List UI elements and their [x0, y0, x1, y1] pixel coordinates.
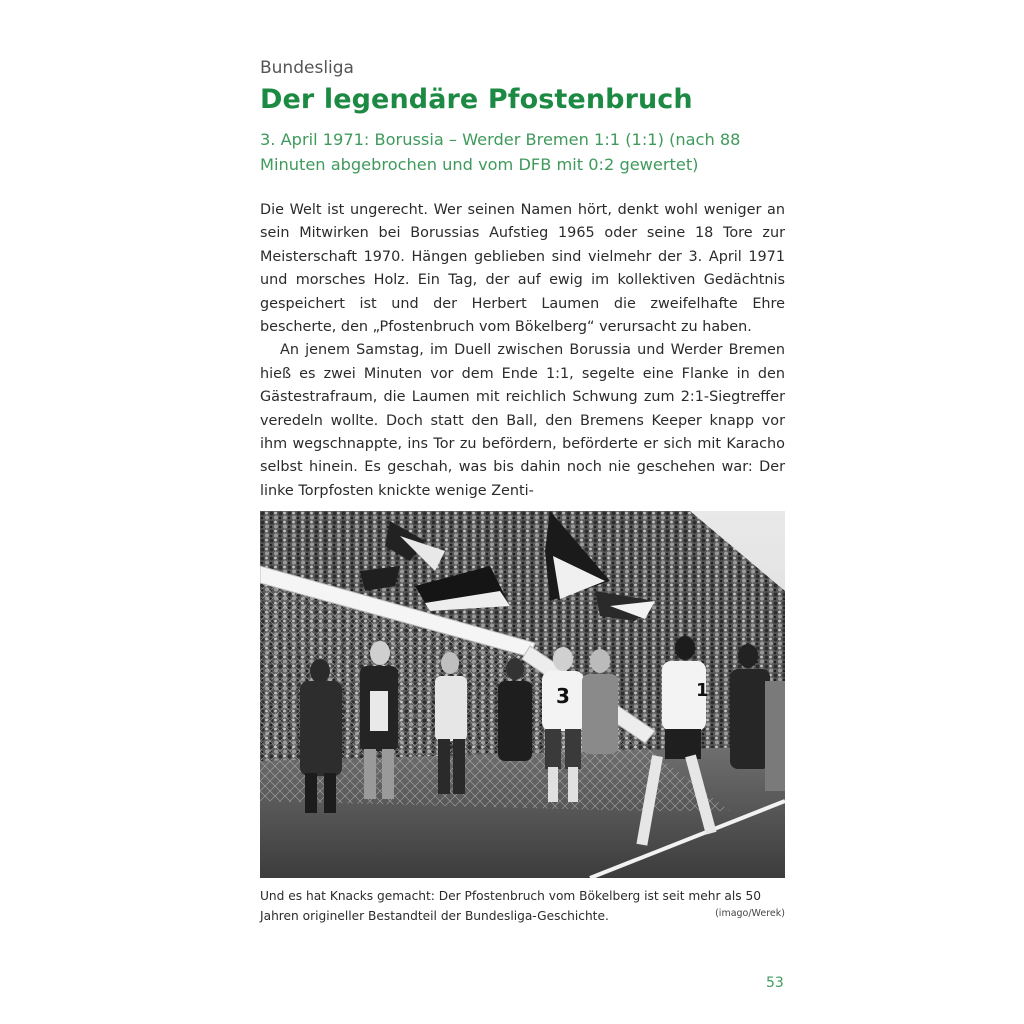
page-title: Der legendäre Pfostenbruch	[260, 84, 693, 115]
match-subtitle: 3. April 1971: Borussia – Werder Bremen 1:1 (1:1) (nach 88 Minuten abgebrochen und vom DFB mit 0:2 gewertet)	[260, 130, 741, 174]
page-number: 53	[766, 975, 784, 991]
photo-caption	[260, 886, 785, 926]
article-body	[260, 199, 785, 503]
paragraph-1: Die Welt ist ungerecht. Wer seinen Namen hört, denkt wohl weniger an sein Mitwirken bei Borussias Aufstieg 1965 oder seine 18 Tore zur Meisterschaft 1970. Hängen geblieben sind vielmehr der 3. April 1971 und morsches Holz. Ein Tag, der auf ewig im kollektiven Gedächtnis gespeichert ist und der Herbert Laumen die zweifelhafte Ehre bescherte, den „Pfostenbruch vom Bökelberg“ verursacht zu haben.	[260, 202, 785, 336]
shirt-number-1: 1	[696, 680, 709, 701]
paragraph-2: An jenem Samstag, im Duell zwischen Borussia und Werder Bremen hieß es zwei Minuten vor dem Ende 1:1, segelte eine Flanke in den Gästestrafraum, die Laumen mit reichlich Schwung zum 2:1-Siegtreffer veredeln wollte. Doch statt den Ball, den Bremens Keeper knapp vor ihm wegschnappte, ins Tor zu befördern, beförderte er sich mit Karacho selbst hinein. Es geschah, was bis dahin noch nie geschehen war: Der linke Torpfosten knickte wenige Zenti-	[260, 342, 785, 499]
section-label: Bundesliga	[260, 58, 354, 78]
caption-text: Und es hat Knacks gemacht: Der Pfostenbruch vom Bökelberg ist seit mehr als 50 Jahren origineller Bestandteil der Bundesliga-Geschichte.	[260, 889, 761, 923]
photo-credit: (imago/Werek)	[715, 908, 785, 919]
shirt-number-3: 3	[556, 684, 570, 708]
match-photo	[260, 511, 785, 878]
goalpost-photo-illustration	[260, 511, 785, 878]
